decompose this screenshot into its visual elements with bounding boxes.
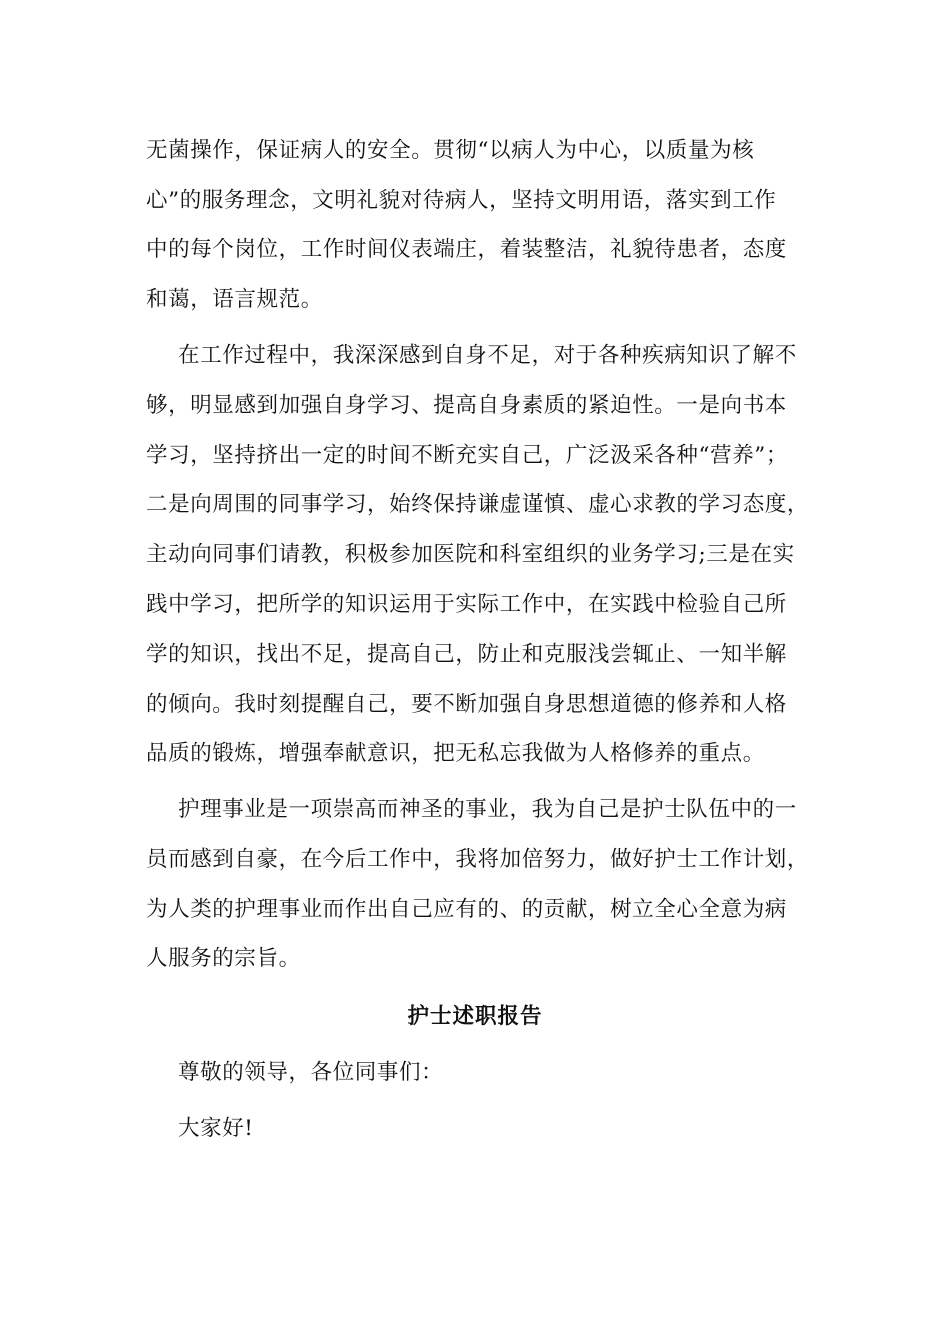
- salutation: 尊敬的领导，各位同事们：: [178, 1060, 444, 1085]
- para3-line-2: 员而感到自豪，在今后工作中，我将加倍努力，做好护士工作计划，: [146, 847, 810, 872]
- para2-line-8: 的倾向。我时刻提醒自己，要不断加强自身思想道德的修养和人格: [146, 692, 787, 717]
- para2-line-9: 品质的锻炼，增强奉献意识，把无私忘我做为人格修养的重点。: [146, 741, 765, 766]
- para2-line-4: 二是向周围的同事学习，始终保持谦虚谨慎、虚心求教的学习态度，: [146, 492, 810, 517]
- para2-line-3: 学习，坚持挤出一定的时间不断充实自己，广泛汲采各种“营养”；: [146, 443, 788, 468]
- para1-line-4: 和蔼，语言规范。: [146, 287, 323, 312]
- greeting: 大家好!: [178, 1116, 254, 1141]
- para3-line-4: 人服务的宗旨。: [146, 946, 301, 971]
- para3-line-1: 护理事业是一项崇高而神圣的事业，我为自己是护士队伍中的一: [178, 797, 797, 822]
- para1-line-3: 中的每个岗位，工作时间仪表端庄，着装整洁，礼貌待患者，态度: [146, 237, 787, 262]
- para1-line-2: 心”的服务理念，文明礼貌对待病人，坚持文明用语，落实到工作: [146, 188, 777, 213]
- para2-line-6: 践中学习，把所学的知识运用于实际工作中，在实践中检验自己所: [146, 592, 787, 617]
- para2-line-5: 主动向同事们请教，积极参加医院和科室组织的业务学习;三是在实: [146, 542, 795, 567]
- para2-line-2: 够，明显感到加强自身学习、提高自身素质的紧迫性。一是向书本: [146, 393, 787, 418]
- report-title: 护士述职报告: [407, 1004, 543, 1029]
- para3-line-3: 为人类的护理事业而作出自己应有的、的贡献，树立全心全意为病: [146, 897, 787, 922]
- para1-line-1: 无菌操作，保证病人的安全。贯彻“以病人为中心，以质量为核: [146, 138, 755, 163]
- para2-line-7: 学的知识，找出不足，提高自己，防止和克服浅尝辄止、一知半解: [146, 642, 787, 667]
- para2-line-1: 在工作过程中，我深深感到自身不足，对于各种疾病知识了解不: [178, 343, 797, 368]
